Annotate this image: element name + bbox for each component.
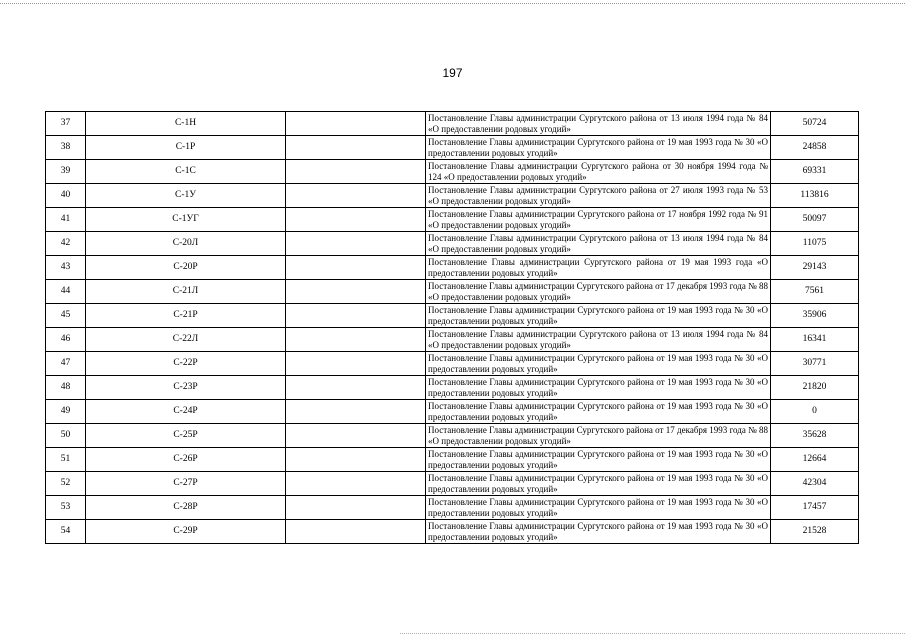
decree-cell: Постановление Главы администрации Сургутского района от 19 мая 1993 года № 30 «О предоставлении родовых угодий» (426, 376, 771, 400)
blank-cell (286, 184, 426, 208)
area-value-cell: 7561 (771, 280, 859, 304)
area-value-cell: 0 (771, 400, 859, 424)
row-number-cell: 45 (46, 304, 86, 328)
plot-code-cell: С-1Н (86, 112, 286, 136)
blank-cell (286, 376, 426, 400)
blank-cell (286, 448, 426, 472)
decree-cell: Постановление Главы администрации Сургутского района от 27 июля 1993 года № 53 «О предоставлении родовых угодий» (426, 184, 771, 208)
decree-cell: Постановление Главы администрации Сургутского района от 17 ноября 1992 года № 91 «О предоставлении родовых угодий» (426, 208, 771, 232)
table-row (46, 328, 859, 352)
blank-cell (286, 304, 426, 328)
table-row (46, 112, 859, 136)
blank-cell (286, 352, 426, 376)
row-number-cell: 44 (46, 280, 86, 304)
row-number-cell: 46 (46, 328, 86, 352)
area-value-cell: 12664 (771, 448, 859, 472)
table-row (46, 424, 859, 448)
plot-code-cell: С-1У (86, 184, 286, 208)
plot-code-cell: С-23Р (86, 376, 286, 400)
decree-cell: Постановление Главы администрации Сургутского района от 19 мая 1993 года № 30 «О предоставлении родовых угодий» (426, 472, 771, 496)
table-row (46, 448, 859, 472)
decree-cell: Постановление Главы администрации Сургутского района от 19 мая 1993 года № 30 «О предоставлении родовых угодий» (426, 448, 771, 472)
table-row (46, 256, 859, 280)
page-number: 197 (442, 66, 463, 80)
table-row (46, 352, 859, 376)
decree-cell: Постановление Главы администрации Сургутского района от 19 мая 1993 года № 30 «О предоставлении родовых угодий» (426, 496, 771, 520)
plot-code-cell: С-26Р (86, 448, 286, 472)
table-row (46, 136, 859, 160)
blank-cell (286, 280, 426, 304)
row-number-cell: 41 (46, 208, 86, 232)
scan-edge-bottom (400, 633, 905, 634)
area-value-cell: 113816 (771, 184, 859, 208)
decree-cell: Постановление Главы администрации Сургутского района от 19 мая 1993 года № 30 «О предоставлении родовых угодий» (426, 352, 771, 376)
plot-code-cell: С-27Р (86, 472, 286, 496)
table-row (46, 232, 859, 256)
blank-cell (286, 520, 426, 544)
blank-cell (286, 496, 426, 520)
table-row (46, 280, 859, 304)
table-row (46, 472, 859, 496)
area-value-cell: 35628 (771, 424, 859, 448)
decree-cell: Постановление Главы администрации Сургутского района от 17 декабря 1993 года № 88 «О предоставлении родовых угодий» (426, 280, 771, 304)
blank-cell (286, 136, 426, 160)
table-row (46, 160, 859, 184)
plot-code-cell: С-28Р (86, 496, 286, 520)
table-row (46, 376, 859, 400)
registry-table-body (46, 112, 859, 544)
row-number-cell: 50 (46, 424, 86, 448)
row-number-cell: 40 (46, 184, 86, 208)
plot-code-cell: С-22Р (86, 352, 286, 376)
area-value-cell: 29143 (771, 256, 859, 280)
area-value-cell: 50097 (771, 208, 859, 232)
plot-code-cell: С-20Р (86, 256, 286, 280)
table-row (46, 400, 859, 424)
decree-cell: Постановление Главы администрации Сургутского района от 19 мая 1993 года № 30 «О предоставлении родовых угодий» (426, 136, 771, 160)
area-value-cell: 42304 (771, 472, 859, 496)
area-value-cell: 69331 (771, 160, 859, 184)
area-value-cell: 16341 (771, 328, 859, 352)
plot-code-cell: С-22Л (86, 328, 286, 352)
plot-code-cell: С-1С (86, 160, 286, 184)
plot-code-cell: С-1УГ (86, 208, 286, 232)
decree-cell: Постановление Главы администрации Сургутского района от 13 июля 1994 года № 84 «О предоставлении родовых угодий» (426, 232, 771, 256)
decree-cell: Постановление Главы администрации Сургутского района от 30 ноября 1994 года № 124 «О предоставлении родовых угодий» (426, 160, 771, 184)
row-number-cell: 54 (46, 520, 86, 544)
area-value-cell: 35906 (771, 304, 859, 328)
row-number-cell: 47 (46, 352, 86, 376)
table-row (46, 208, 859, 232)
plot-code-cell: С-1Р (86, 136, 286, 160)
row-number-cell: 49 (46, 400, 86, 424)
blank-cell (286, 328, 426, 352)
row-number-cell: 38 (46, 136, 86, 160)
area-value-cell: 21528 (771, 520, 859, 544)
plot-code-cell: С-29Р (86, 520, 286, 544)
plot-code-cell: С-21Р (86, 304, 286, 328)
row-number-cell: 53 (46, 496, 86, 520)
blank-cell (286, 232, 426, 256)
row-number-cell: 37 (46, 112, 86, 136)
table-row (46, 520, 859, 544)
plot-code-cell: С-21Л (86, 280, 286, 304)
row-number-cell: 43 (46, 256, 86, 280)
table-row (46, 304, 859, 328)
row-number-cell: 52 (46, 472, 86, 496)
row-number-cell: 39 (46, 160, 86, 184)
blank-cell (286, 112, 426, 136)
plot-code-cell: С-24Р (86, 400, 286, 424)
table-row (46, 184, 859, 208)
decree-cell: Постановление Главы администрации Сургутского района от 13 июля 1994 года № 84 «О предоставлении родовых угодий» (426, 328, 771, 352)
area-value-cell: 11075 (771, 232, 859, 256)
blank-cell (286, 160, 426, 184)
row-number-cell: 51 (46, 448, 86, 472)
blank-cell (286, 472, 426, 496)
area-value-cell: 50724 (771, 112, 859, 136)
area-value-cell: 21820 (771, 376, 859, 400)
row-number-cell: 42 (46, 232, 86, 256)
decree-cell: Постановление Главы администрации Сургутского района от 17 декабря 1993 года № 88 «О предоставлении родовых угодий» (426, 424, 771, 448)
land-registry-table (45, 111, 859, 544)
plot-code-cell: С-20Л (86, 232, 286, 256)
row-number-cell: 48 (46, 376, 86, 400)
table-row (46, 496, 859, 520)
decree-cell: Постановление Главы администрации Сургутского района от 19 мая 1993 года № 30 «О предоставлении родовых угодий» (426, 400, 771, 424)
decree-cell: Постановление Главы администрации Сургутского района от 13 июля 1994 года № 84 «О предоставлении родовых угодий» (426, 112, 771, 136)
area-value-cell: 24858 (771, 136, 859, 160)
area-value-cell: 30771 (771, 352, 859, 376)
blank-cell (286, 208, 426, 232)
scan-edge-top (0, 3, 905, 4)
blank-cell (286, 424, 426, 448)
decree-cell: Постановление Главы администрации Сургутского района от 19 мая 1993 года «О предоставлении родовых угодий» (426, 256, 771, 280)
decree-cell: Постановление Главы администрации Сургутского района от 19 мая 1993 года № 30 «О предоставлении родовых угодий» (426, 520, 771, 544)
decree-cell: Постановление Главы администрации Сургутского района от 19 мая 1993 года № 30 «О предоставлении родовых угодий» (426, 304, 771, 328)
plot-code-cell: С-25Р (86, 424, 286, 448)
area-value-cell: 17457 (771, 496, 859, 520)
blank-cell (286, 256, 426, 280)
blank-cell (286, 400, 426, 424)
